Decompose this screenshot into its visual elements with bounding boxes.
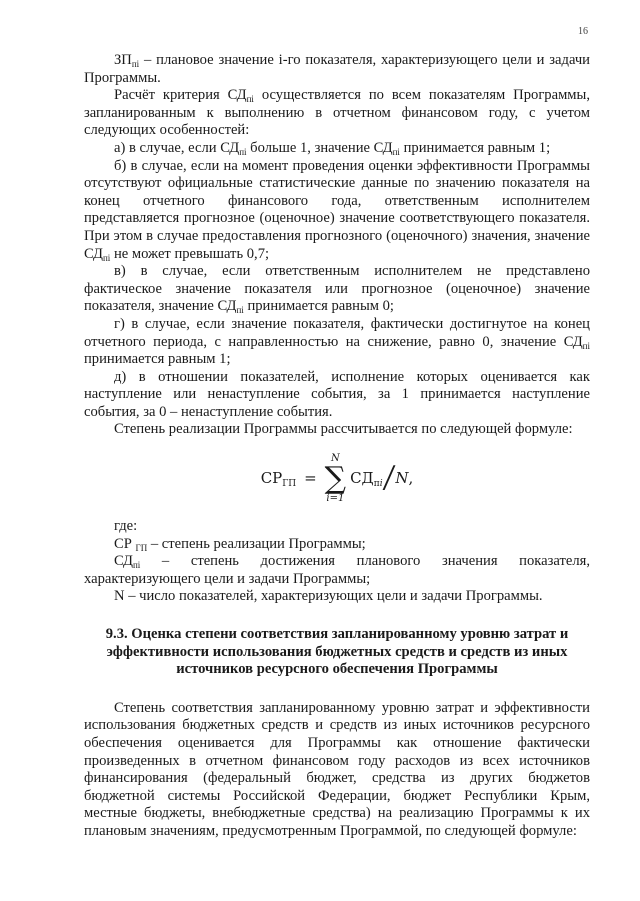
legend-sd [84,553,590,588]
legend-cr [84,536,590,554]
criterion-lead: Расчёт критерия СД [114,87,247,104]
case-b-lead: б) в случае, если на момент проведения оценки эффективности Программы отсутствуют официальные статистические данные по значению показателя на конец отчетного финансового года, ответственным исполнителем представляется прогнозное (оценочное) значение соответствующего показателя. При этом в случае предоставления прогнозного (оценочного) значения, значение СД [84,157,590,262]
formula-term-subscript [374,479,383,489]
legend-cr-text: – степень реализации Программы; [147,535,366,552]
case-g-tail: принимается равным 1; [84,351,231,368]
paragraph-case-a [84,140,590,158]
summation-upper-limit: N [330,453,340,465]
formula-term-subscript-i: i [379,479,383,490]
legend-where: где: [114,518,138,535]
case-v-subscript: пi [236,305,244,316]
criterion-text: осуществляется по всем показателям Программы, запланированным к выполнению в отчетном финансовом году, с учетом следующих особенностей: [84,87,590,139]
formula-lhs-symbol: СР [260,469,283,488]
page-content [84,52,590,841]
legend-sd-subscript: пi [132,560,141,571]
case-v-lead: в) в случае, если ответственным исполнителем не представлено фактическое значение показателя или прогнозное (оценочное) значение показателя, значение СД [84,263,590,315]
sigma-icon: ∑ [324,461,347,497]
formula-term [350,470,383,488]
summation-sign [325,454,346,504]
formula-trailing-comma: , [408,469,414,488]
formula-program-realization [84,440,590,518]
paragraph-case-d: д) в отношении показателей, исполнение которых оценивается как наступление или ненаступление события, за 1 принимается наступление события, за 0 – ненаступление события. [84,368,590,420]
case-b-tail: не может превышать 0,7; [110,245,270,262]
case-b-subscript: пi [102,252,111,263]
page-number: 16 [578,26,588,37]
legend-sd-symbol: СД [114,553,133,570]
paragraph-criterion-calculation [84,87,590,140]
formula-term-symbol: СД [350,469,374,488]
paragraph-case-b [84,158,590,264]
formula-division-slash: / [384,460,394,496]
summation-lower-limit: i=1 [326,493,345,505]
paragraph-zp-definition [84,52,590,87]
paragraph-case-g [84,316,590,369]
case-a-subscript-1: пi [239,146,247,157]
formula-equals: = [304,469,317,488]
case-a-lead: а) в случае, если СД [114,139,240,156]
legend-sd-text: – степень достижения планового значения показателя, характеризующего цели и задачи Программы; [84,553,590,587]
legend-cr-symbol: СР [114,535,136,552]
zp-definition-text: – плановое значение i-го показателя, характеризующего цели и задачи Программы. [84,52,590,86]
case-a-subscript-2: пi [392,146,400,157]
formula-lhs-subscript: ГП [282,479,297,490]
legend-cr-subscript: ГП [135,542,148,553]
case-g-subscript: пi [582,340,590,351]
case-a-middle: больше 1, значение СД [246,139,393,156]
paragraph-degree-intro: Степень реализации Программы рассчитывается по следующей формуле: [114,421,573,438]
zp-symbol: ЗП [114,52,132,68]
formula-term-subscript-n: п [373,479,380,490]
section-heading: 9.3. Оценка степени соответствия запланированному уровню затрат и эффективности использования бюджетных средств и средств из иных источников ресурсного обеспечения Программы [105,626,569,678]
criterion-subscript: пi [246,94,254,105]
case-a-tail: принимается равным 1; [399,139,551,156]
formula-lhs [261,470,296,488]
zp-subscript: пi [131,59,140,69]
paragraph-case-v [84,263,590,316]
legend-n: N – число показателей, характеризующих цели и задачи Программы. [114,588,543,605]
case-v-tail: принимается равным 0; [243,298,394,315]
paragraph-section-body: Степень соответствия запланированному уровню затрат и эффективности использования бюджетных средств и средств из иных источников ресурсного обеспечения оценивается для Программы как отношение фактически произведенных в отчетном финансовом году расходов из всех источников финансирования (федеральный бюджет, средства из других бюджетов бюджетной системы Российской Федерации, бюджет Республики Крым, местные бюджеты, внебюджетные средства) на реализацию Программы к их плановым значениям, предусмотренным Программой, по следующей формуле: [84,699,590,839]
case-g-lead: г) в случае, если значение показателя, фактически достигнутое на конец отчетного периода, с направленностью на снижение, равно 0, значение СД [84,315,590,350]
formula-divisor: N [395,469,409,488]
